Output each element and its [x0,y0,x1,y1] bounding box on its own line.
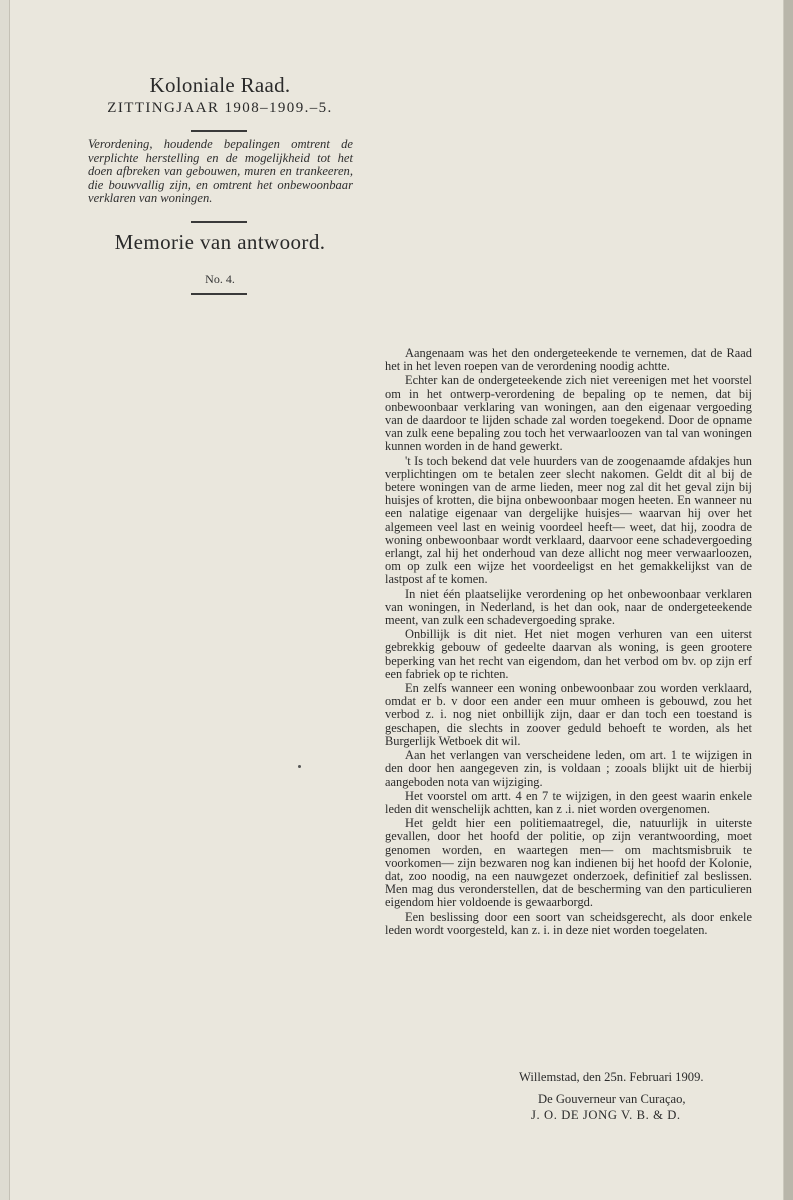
divider-middle [191,221,247,223]
divider-bottom [191,293,247,295]
session-year: ZITTINGJAAR 1908–1909.–5. [107,100,333,116]
paragraph: Aan het verlangen van verscheidene leden, om art. 1 te wijzigen in den door hen aangegeven zin, is voldaan ; zooals blijkt uit de hierbij aangeboden nota van wijziging. [385,748,752,789]
signatory-office: De Gouverneur van Curaçao, [538,1092,686,1106]
signatory-name: J. O. DE JONG V. B. & D. [531,1108,681,1122]
paragraph: En zelfs wanneer een woning onbewoonbaar zou worden verklaard, omdat er b. v door een ander een muur omheen is gebouwd, zou het verbod z. i. nog niet onbillijk zijn, daar er dan toch een toestand is geschapen, die slechts in zoover geduld behoeft te worden, als het Burgerlijk Wetboek dit wil. [385,681,752,748]
document-number: No. 4. [205,272,235,286]
document-type: Memorie van antwoord. [114,230,326,254]
divider-top [191,130,247,132]
memorandum-body [385,347,752,938]
place-date: Willemstad, den 25n. Februari 1909. [519,1070,704,1084]
page-title: Koloniale Raad. [149,73,291,97]
scan-edge-left [0,0,10,1200]
ordinance-subject: Verordening, houdende bepalingen omtrent de verplichte herstelling en de mogelijkheid tot het doen afbreken van gebouwen, muren en trankeeren, die bouwvallig zijn, en omtrent het onbewoonbaar verklaren van woningen. [88,137,353,206]
paragraph: Het geldt hier een politiemaatregel, die, natuurlijk in uiterste gevallen, door het hoofd der politie, op zijn verantwoording, moet genomen worden, en waartegen men— om machtsmisbruik te voorkomen— zijn bezwaren nog kan indienen bij het hoofd der Kolonie, dat, zoo noodig, na een nauwgezet onderzoek, definitief zal beslissen. Men mag dus veronderstellen, dat de bescherming van den particulieren eigendom hier voldoende is gewaarborgd. [385,816,752,910]
paragraph: Een beslissing door een soort van scheidsgerecht, als door enkele leden wordt voorgesteld, kan z. i. in deze niet worden toegelaten. [385,909,752,937]
paragraph: 't Is toch bekend dat vele huurders van de zoogenaamde afdakjes hun verplichtingen om te betalen zeer slecht nakomen. Geldt dit al bij de betere woningen van de arme lieden, meer nog zal dit het geval zijn bij huisjes of krotten, die bijna onbewoonbaar mogen heeten. En wanneer nu een nalatige eigenaar van dergelijke huisjes— waarvan hij over het algemeen veel last en weinig voordeel heeft— weet, dat hij, zoodra de woning onbewoonbaar wordt verklaard, daarvoor eene schadevergoeding erlangt, zal hij het onderhoud van deze allicht nog meer verwaarloozen, om op zulk een wijze het voordeeligst en het gemakkelijkst van de lastpost af te komen. [385,453,752,587]
paragraph: In niet één plaatselijke verordening op het onbewoonbaar verklaren van woningen, in Nederland, is het dan ook, naar de ondergeteekende meent, van zulk een schadevergoeding sprake. [385,586,752,628]
paragraph: Aangenaam was het den ondergeteekende te vernemen, dat de Raad het in het leven roepen van de verordening noodig achtte. [385,346,752,374]
ink-speck [298,765,301,768]
paragraph: Onbillijk is dit niet. Het niet mogen verhuren van een uiterst gebrekkig gebouw of gedeelte daarvan als woning, is geen grootere beperking van het recht van eigendom, dan het verbod om bv. op zijn erf een fabriek op te richten. [385,627,752,681]
paragraph: Het voorstel om artt. 4 en 7 te wijzigen, in den geest waarin enkele leden dit wenschelijk achtten, kan z .i. niet worden overgenomen. [385,788,752,816]
paragraph: Echter kan de ondergeteekende zich niet vereenigen met het voorstel om in het ontwerp-verordening de bepaling op te nemen, dat bij onbewoonbaar verklaring van woningen, aan den eigenaar vergoeding van de daardoor te lijden schade zal worden toegekend. Door de opname van zulk eene bepaling zou toch het verwaarloozen van tal van woningen kunnen worden in de hand gewerkt. [385,373,752,454]
scan-edge-right [784,0,793,1200]
document-page [10,0,783,1200]
